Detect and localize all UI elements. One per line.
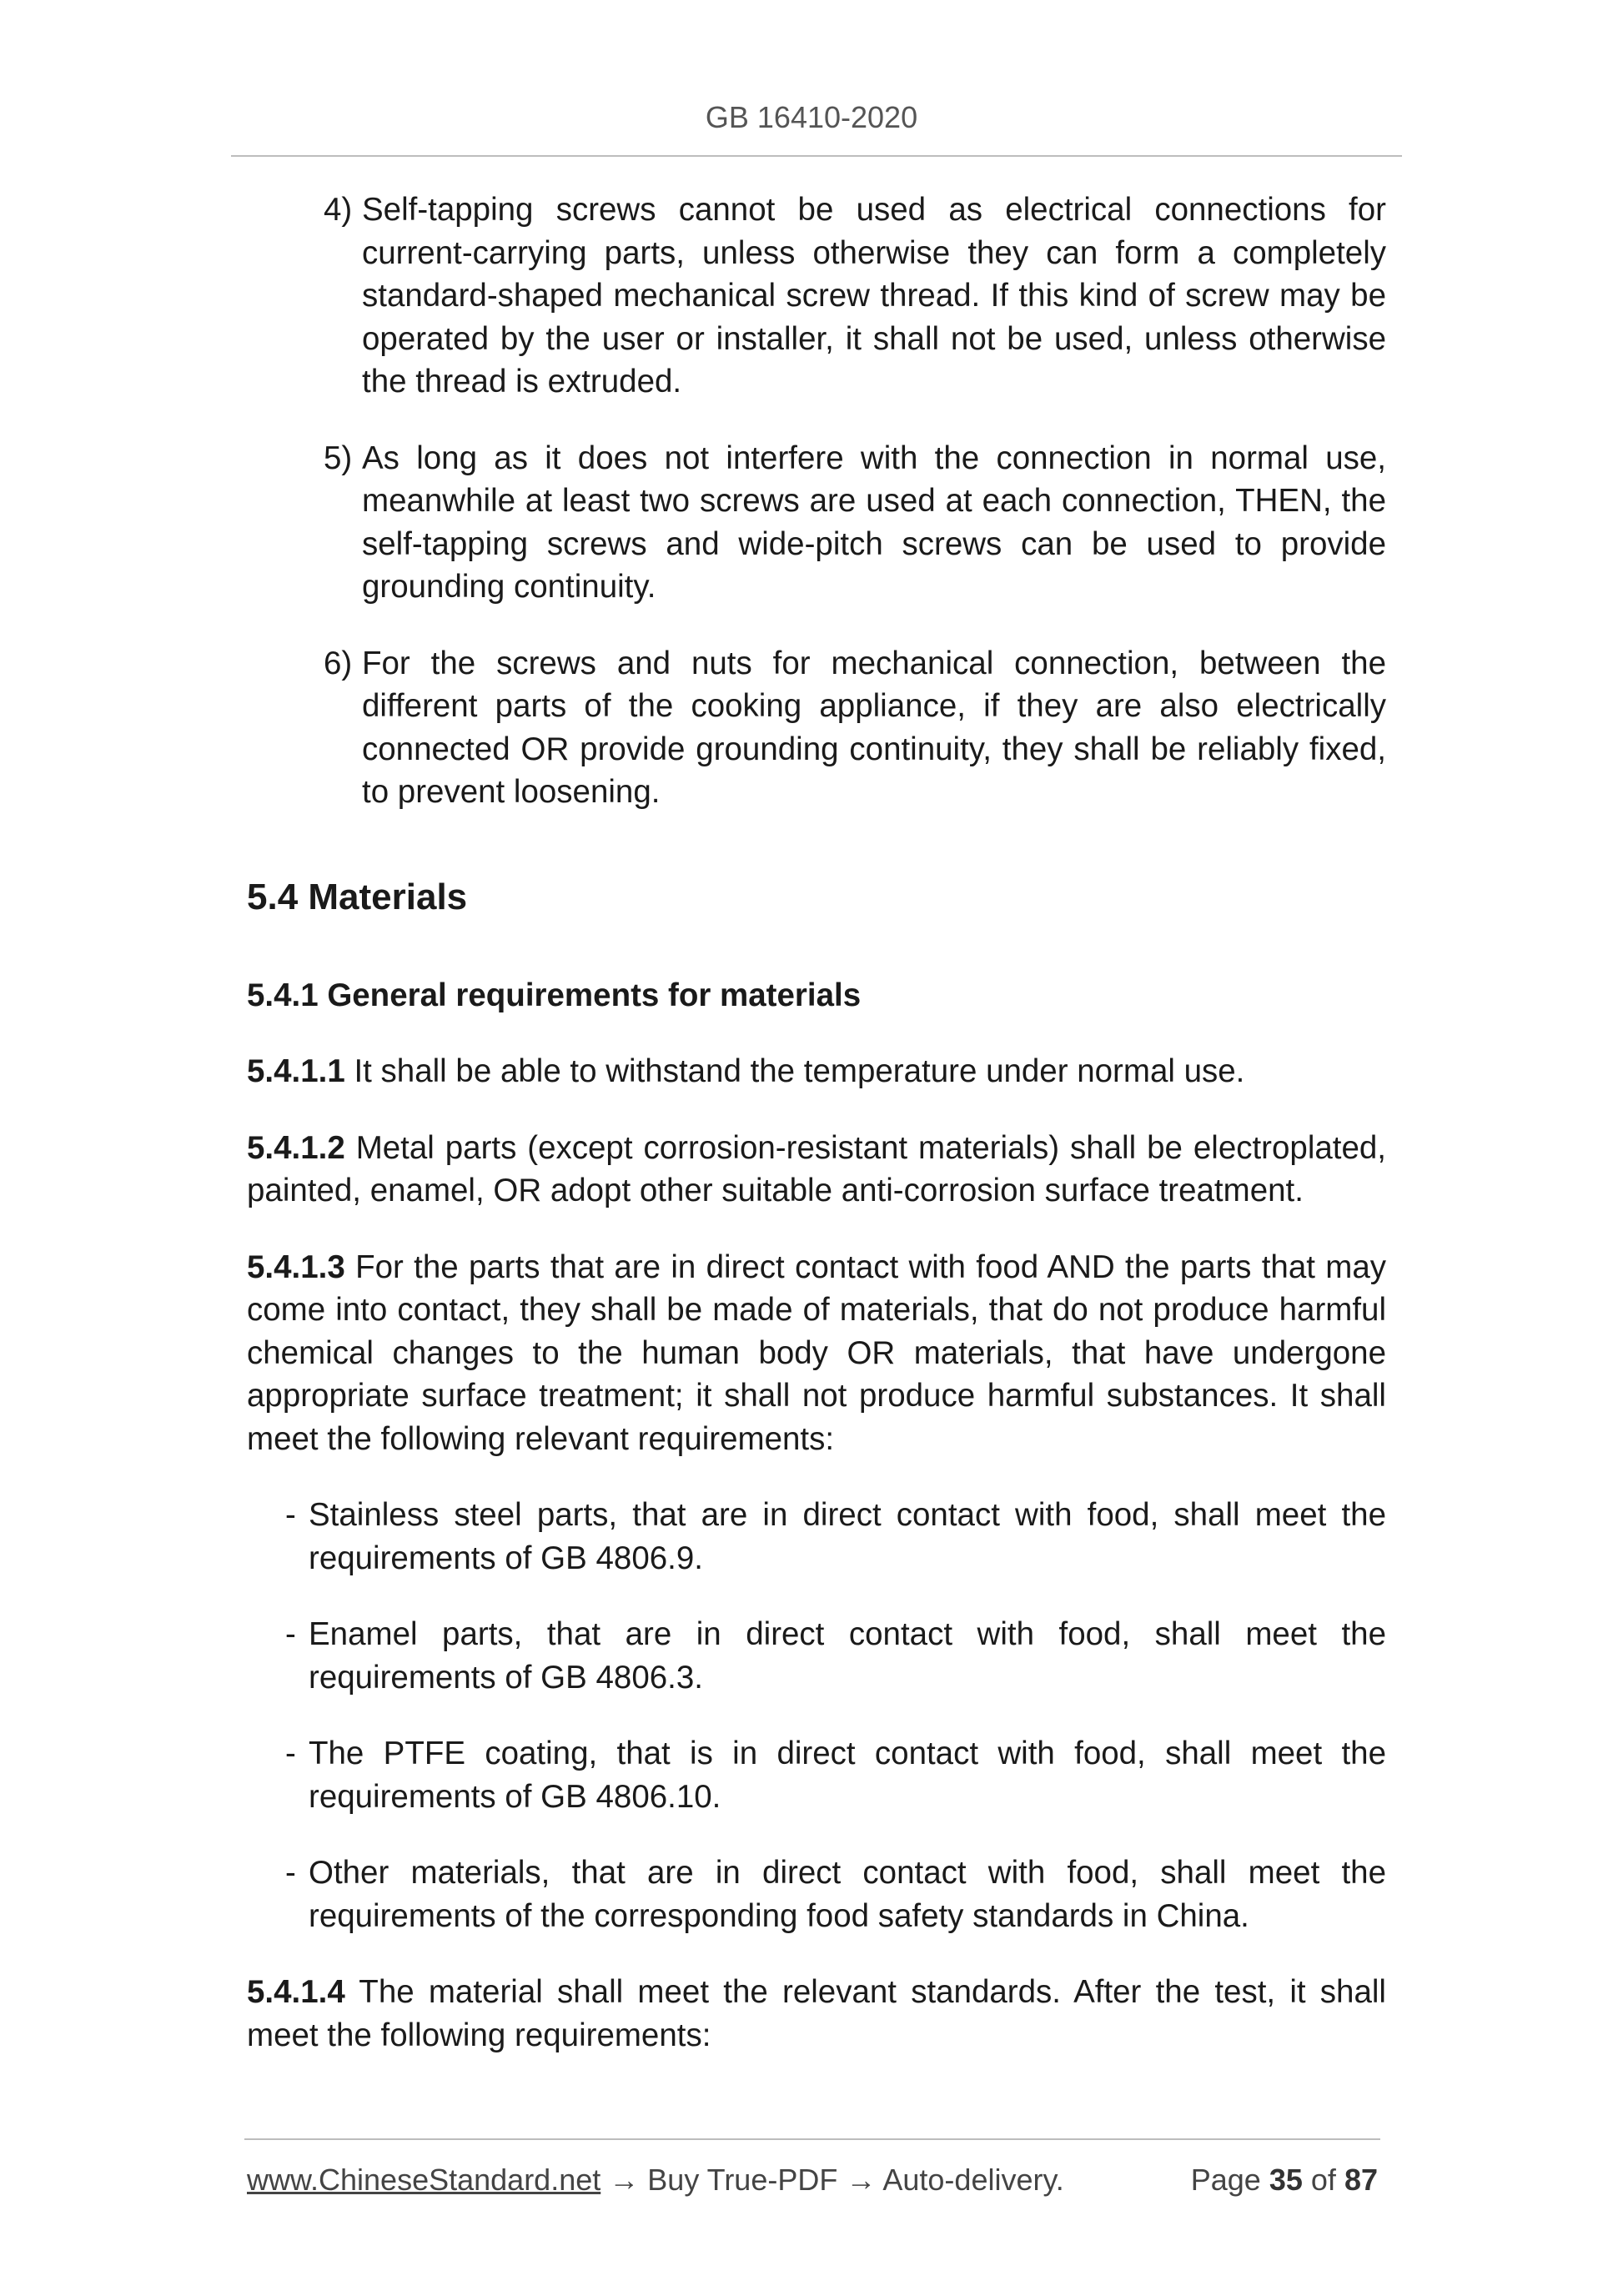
bullet-item: [285, 1613, 1386, 1699]
subsection-heading: 5.4.1 General requirements for materials: [247, 977, 862, 1013]
total-pages: 87: [1344, 2163, 1378, 2197]
clause-text: It shall be able to withstand the temperature under normal use.: [354, 1053, 1245, 1089]
clause-text: Metal parts (except corrosion-resistant materials) shall be electroplated, painted, enamel, OR adopt other suitable anti-corrosion surface treatment.: [247, 1129, 1387, 1208]
bullet-text: Other materials, that are in direct contact with food, shall meet the requirements of the corresponding food safety standards in China.: [309, 1855, 1386, 1934]
clause-number: 5.4.1.4: [247, 1974, 345, 2010]
bullet-marker: -: [285, 1855, 296, 1891]
buy-pdf-text: Buy True-PDF: [647, 2163, 838, 2197]
section-heading: 5.4 Materials: [247, 876, 468, 917]
of-label: of: [1310, 2163, 1336, 2197]
header-divider: [231, 155, 1402, 157]
list-marker: 6): [324, 645, 353, 681]
website-link[interactable]: www.ChineseStandard.net: [247, 2163, 601, 2197]
page-label: Page: [1190, 2163, 1261, 2197]
list-item-6: [324, 642, 1386, 814]
bullet-text: The PTFE coating, that is in direct contact with food, shall meet the requirements of GB 4806.10.: [309, 1736, 1386, 1815]
clause-number: 5.4.1.3: [247, 1248, 345, 1285]
clause-5-4-1-1: [247, 1050, 1386, 1093]
clause-number: 5.4.1.2: [247, 1129, 345, 1166]
page-footer: [247, 2159, 1378, 2201]
page-header: GB 16410-2020: [705, 100, 918, 134]
delivery-text: Auto-delivery.: [882, 2163, 1064, 2197]
footer-promo: [247, 2159, 1064, 2201]
list-item-text: For the screws and nuts for mechanical connection, between the different parts of the cooking appliance, if they are also electrically connected OR provide grounding continuity, they shall be reliably fixed, to prevent loosening.: [362, 645, 1386, 810]
clause-5-4-1-4: [247, 1971, 1386, 2057]
bullet-text: Stainless steel parts, that are in direct contact with food, shall meet the requirements of GB 4806.9.: [309, 1497, 1386, 1576]
bullet-marker: -: [285, 1497, 296, 1533]
bullet-marker: -: [285, 1616, 296, 1652]
bullet-text: Enamel parts, that are in direct contact with food, shall meet the requirements of GB 4806.3.: [309, 1616, 1386, 1696]
arrow-icon: →: [846, 2163, 877, 2197]
bullet-item: [285, 1732, 1386, 1818]
bullet-item: [285, 1494, 1386, 1580]
list-item-4: [324, 188, 1386, 404]
list-marker: 5): [324, 440, 353, 476]
current-page: 35: [1269, 2163, 1303, 2197]
bullet-marker: -: [285, 1736, 296, 1771]
footer-divider: [244, 2138, 1380, 2140]
list-item-text: As long as it does not interfere with the connection in normal use, meanwhile at least two screws are used at each connection, THEN, the self-tapping screws and wide-pitch screws can be used to provide grounding continuity.: [362, 440, 1386, 605]
list-item-text: Self-tapping screws cannot be used as electrical connections for current-carrying parts, unless otherwise they can form a completely standard-shaped mechanical screw thread. If this kind of screw may be operated by the user or installer, it shall not be used, unless otherwise the thread is extruded.: [362, 192, 1386, 399]
clause-text: The material shall meet the relevant standards. After the test, it shall meet the following requirements:: [247, 1974, 1386, 2053]
clause-text: For the parts that are in direct contact with food AND the parts that may come into contact, they shall be made of materials, that do not produce harmful chemical changes to the human body OR materials, that have undergone appropriate surface treatment; it shall not produce harmful substances. It shall meet the following relevant requirements:: [247, 1248, 1386, 1457]
arrow-icon: →: [609, 2163, 640, 2197]
document-body: [247, 188, 1386, 2057]
clause-number: 5.4.1.1: [247, 1053, 345, 1089]
list-item-5: [324, 437, 1386, 609]
bullet-item: [285, 1851, 1386, 1937]
page-number: [1191, 2159, 1378, 2201]
list-marker: 4): [324, 192, 353, 228]
clause-5-4-1-3: [247, 1246, 1386, 1461]
clause-5-4-1-2: [247, 1127, 1386, 1213]
